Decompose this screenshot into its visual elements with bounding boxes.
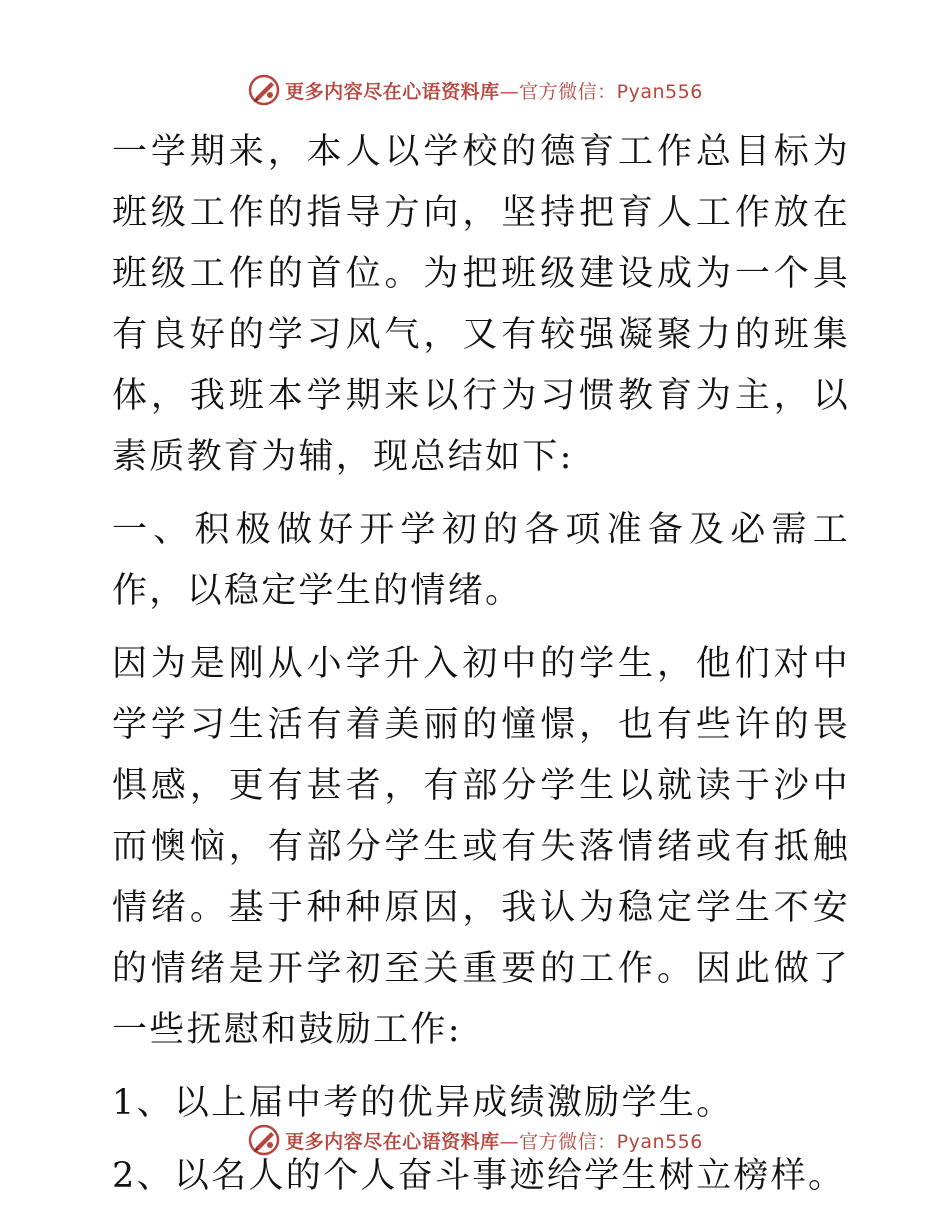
section-heading-1: 一、积极做好开学初的各项准备及必需工作，以稳定学生的情绪。 xyxy=(112,510,850,611)
pen-logo-icon xyxy=(247,1123,281,1157)
paragraph-body-1: 因为是刚从小学升入初中的学生，他们对中学学习生活有着美丽的憧憬，也有些许的畏惧感，更有甚者，有部分学生以就读于沙中而懊恼，有部分学生或有失落情绪或有抵触情绪。基于种种原因，我认为稳定学生不安的情绪是开学初至关重要的工作。因此做了一些抚慰和鼓励工作: xyxy=(112,644,850,1050)
footer-wechat: 官方微信：Pyan556 xyxy=(519,1130,703,1153)
header-wechat: 官方微信：Pyan556 xyxy=(519,80,703,103)
footer-banner xyxy=(0,1120,950,1160)
document-body xyxy=(98,122,850,1219)
header-text xyxy=(285,77,703,104)
header-separator: — xyxy=(499,80,520,103)
footer-text xyxy=(285,1127,703,1154)
header-banner xyxy=(0,70,950,110)
footer-separator: — xyxy=(499,1130,520,1153)
list-item-2: 2、以名人的个人奋斗事迹给学生树立榜样。 xyxy=(112,1156,846,1196)
list-item-1: 1、以上届中考的优异成绩激励学生。 xyxy=(112,1083,734,1123)
paragraph-intro: 一学期来，本人以学校的德育工作总目标为班级工作的指导方向，坚持把育人工作放在班级工作的首位。为把班级建设成为一个具有良好的学习风气，又有较强凝聚力的班集体，我班本学期来以行为习惯教育为主，以素质教育为辅，现总结如下: xyxy=(112,132,850,477)
header-brand: 更多内容尽在心语资料库 xyxy=(285,80,500,103)
footer-brand: 更多内容尽在心语资料库 xyxy=(285,1130,500,1153)
pen-logo-icon xyxy=(247,73,281,107)
